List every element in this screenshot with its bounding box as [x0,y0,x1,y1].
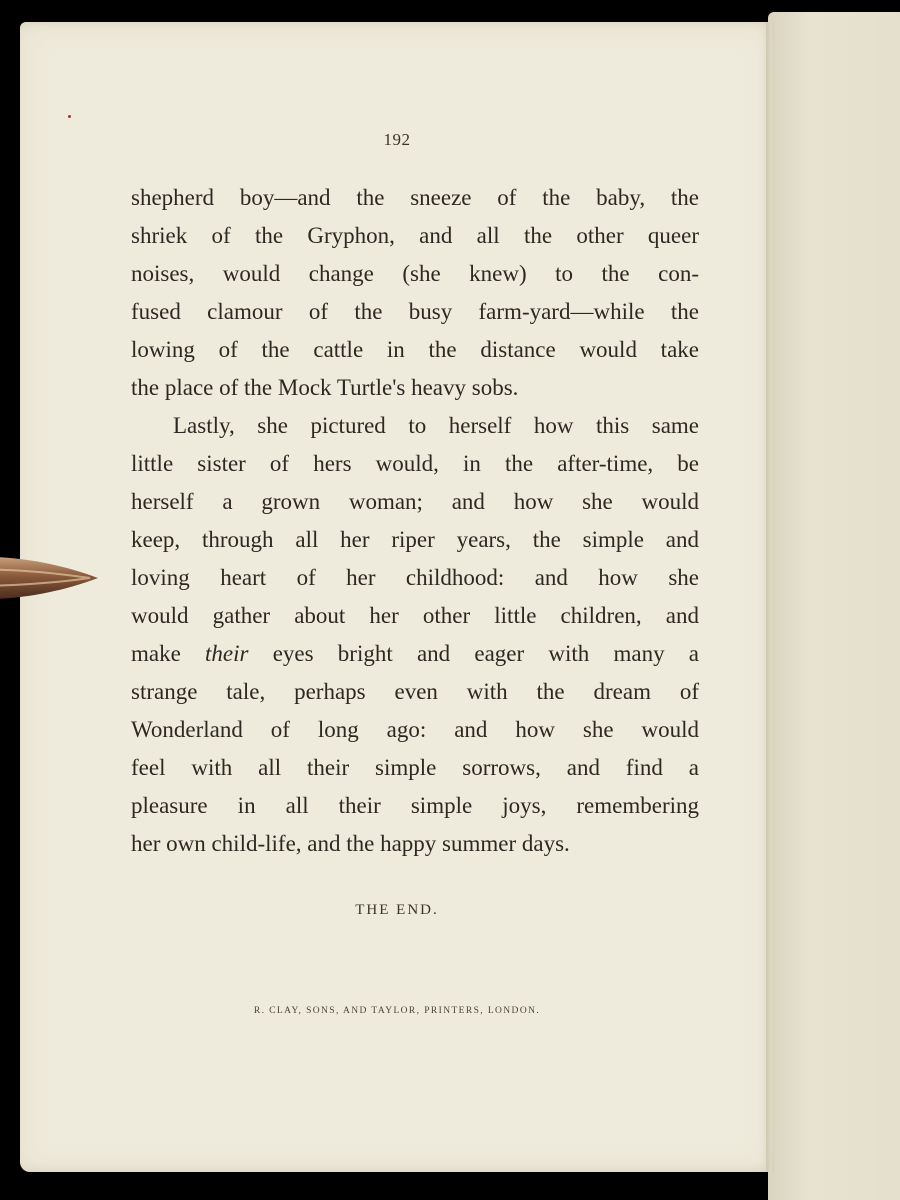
text-line-13 [131,635,699,673]
the-end-heading: THE END. [355,902,439,918]
text-line-10: keep, through all her riper years, the simple and [131,527,699,552]
text-line-13-end: eyes bright and eager with many a [248,641,699,666]
text-line-4: fused clamour of the busy farm-yard—while the [131,299,699,324]
text-line-1: shepherd boy—and the sneeze of the baby, the [131,185,699,210]
page-edge [766,22,772,1172]
text-line-2: shriek of the Gryphon, and all the other queer [131,223,699,248]
next-page-leaf [768,12,900,1200]
page-number: 192 [383,130,411,149]
text-line-13-start: make [131,641,206,666]
text-line-9: herself a grown woman; and how she would [131,489,699,514]
body-text [131,179,699,863]
text-line-17: pleasure in all their simple joys, remembering [131,793,699,818]
text-line-8: little sister of hers would, in the after-time, be [131,451,699,476]
text-line-5: lowing of the cattle in the distance would take [131,337,699,362]
text-line-7: Lastly, she pictured to herself how this same [173,413,699,438]
text-line-12: would gather about her other little children, and [131,603,699,628]
printer-imprint: R. CLAY, SONS, AND TAYLOR, PRINTERS, LONDON. [253,1006,541,1016]
text-line-16: feel with all their simple sorrows, and find a [131,755,699,780]
text-line-3: noises, would change (she knew) to the con- [131,261,699,286]
book-page [20,22,774,1172]
paper-speck [68,115,71,118]
italic-word: their [205,641,249,666]
bookmark-tassel-icon [0,548,100,608]
text-line-15: Wonderland of long ago: and how she would [131,717,699,742]
text-line-14: strange tale, perhaps even with the dream of [131,679,699,704]
text-line-18: her own child-life, and the happy summer days. [131,831,570,856]
text-line-6: the place of the Mock Turtle's heavy sobs. [131,375,519,400]
text-line-11: loving heart of her childhood: and how she [131,565,699,590]
